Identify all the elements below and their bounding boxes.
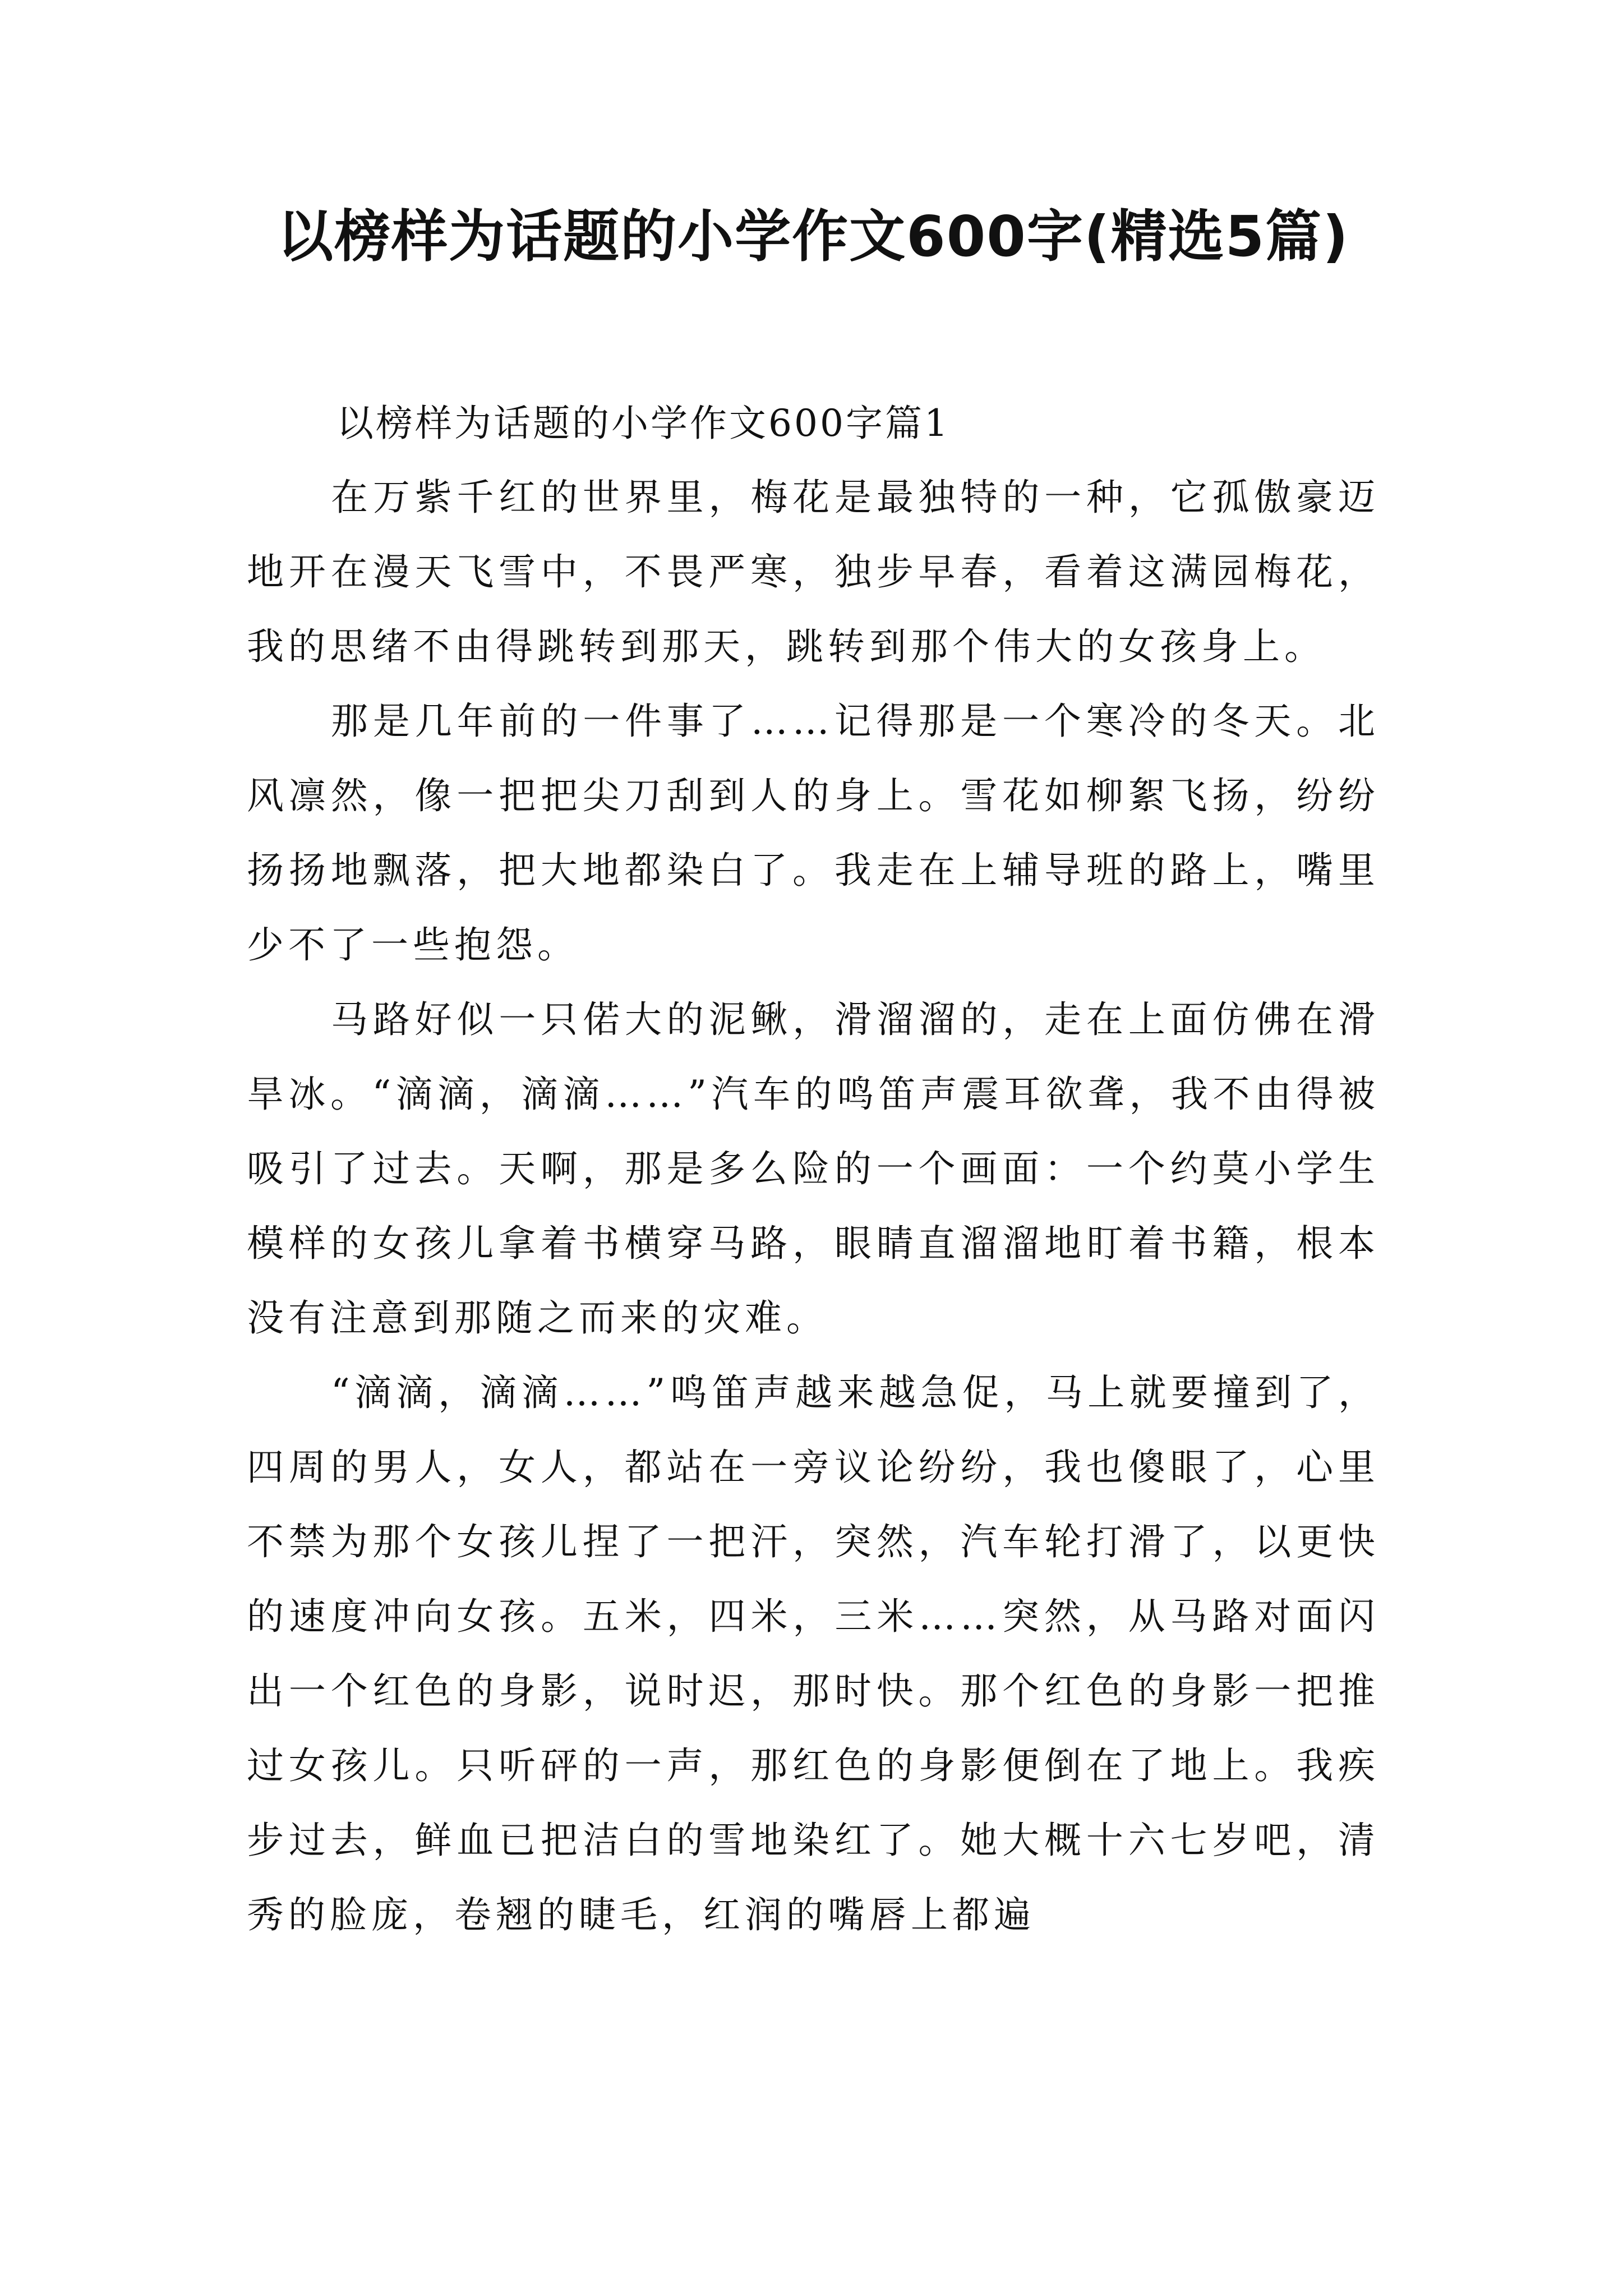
paragraph-4: “滴滴，滴滴……”鸣笛声越来越急促，马上就要撞到了，四周的男人，女人，都站在一旁议论纷纷，我也傻眼了，心里不禁为那个女孩儿捏了一把汗，突然，汽车轮打滑了，以更快的速度冲向女孩。五米，四米，三米……突然，从马路对面闪出一个红色的身影，说时迟，那时快。那个红色的身影一把推过女孩儿。只听砰的一声，那红色的身影便倒在了地上。我疾步过去，鲜血已把洁白的雪地染红了。她大概十六七岁吧，清秀的脸庞，卷翘的睫毛，红润的嘴唇上都遍 <box>247 1371 1380 1936</box>
paragraph-1: 在万紫千红的世界里，梅花是最独特的一种，它孤傲豪迈地开在漫天飞雪中，不畏严寒，独步早春，看着这满园梅花，我的思绪不由得跳转到那天，跳转到那个伟大的女孩身上。 <box>247 476 1380 668</box>
document-title: 以榜样为话题的小学作文600字(精选5篇) <box>277 204 1349 269</box>
paragraph-2: 那是几年前的一件事了……记得那是一个寒冷的冬天。北风凛然，像一把把尖刀刮到人的身上。雪花如柳絮飞扬，纷纷扬扬地飘落，把大地都染白了。我走在上辅导班的路上，嘴里少不了一些抱怨。 <box>247 700 1380 967</box>
section-heading: 以榜样为话题的小学作文600字篇1 <box>336 402 950 445</box>
paragraph-3: 马路好似一只偌大的泥鳅，滑溜溜的，走在上面仿佛在滑旱冰。“滴滴，滴滴……”汽车的鸣笛声震耳欲聋，我不由得被吸引了过去。天啊，那是多么险的一个画面：一个约莫小学生模样的女孩儿拿着书横穿马路，眼睛直溜溜地盯着书籍，根本没有注意到那随之而来的灾难。 <box>247 998 1380 1340</box>
article-body <box>247 387 1380 1952</box>
